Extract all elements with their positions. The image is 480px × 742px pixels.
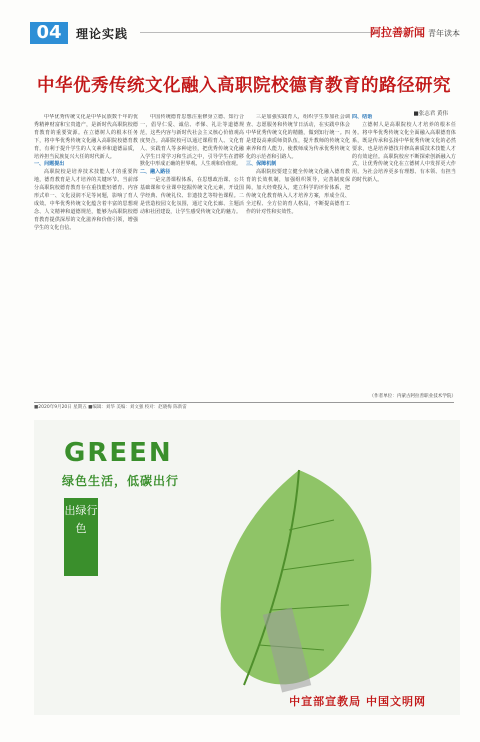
masthead-name: 阿拉善新闻 [370,26,425,39]
subheading: 四、结语 [352,114,373,120]
section-title: 理论实践 [76,27,129,41]
subheading: 三、保障机制 [246,161,277,168]
paragraph: 高职院校是培养技术技能人才的重要阵地，德育教育是人才培养的关键环节。当前部分高职院校德育教育存在重技能轻德育、内容形式单一、文化浸润不足等问题，影响了育人成效。中华优秀传统文化蕴含着丰富的思想观念、人文精神和道德规范，能够为高职院校德育教育提供深厚的文化滋养和价值引领，增强学生的文化自信。 [34,169,138,231]
column-4 [352,114,456,400]
paragraph: 三是加强实践育人，组织学生参加社会调查、志愿服务和传统节日活动，在实践中体会中华优秀传统文化的精髓，做到知行统一。四是建设高素质师资队伍，提升教师的传统文化素养和育人能力，使教师成为传承优秀传统文化的示范者和引路人。 [246,114,350,160]
header-rule [140,32,380,33]
paragraph: 高职院校要建立健全传统文化融入德育教育的长效机制，加强组织领导，完善制度保障，加大经费投入，建立科学的评价体系，把传统文化教育纳入人才培养方案，形成全员、全过程、全方位的育人格局，不断提高德育工作的针对性和实效性。 [246,169,350,215]
poster-slogan: 中宣部宣教局 中国文明网 [289,695,426,708]
poster-title: GREEN [64,438,173,468]
column-2 [140,114,244,400]
paragraph: 立德树人是高职院校人才培养的根本任务。将中华优秀传统文化全面融入高职德育体系，既是传承和弘扬中华优秀传统文化的必然要求，也是培养德技并修高素质技术技能人才的有效途径。高职院校应不断探索创新融入方式，让优秀传统文化在立德树人中发挥更大作用，为社会培养更多有理想、有本领、有担当的时代新人。 [352,121,456,184]
column-3 [246,114,350,400]
article-body [34,114,454,400]
paragraph: 一是完善课程体系，在思想政治课、公共基础课和专业课中挖掘传统文化元素，开设国学经典、传统礼仪、非遗技艺等特色课程。二是营造校园文化氛围，通过文化长廊、主题活动和社团建设，让学生感受传统文化的魅力。 [140,177,244,215]
leaf-illustration [184,460,414,700]
article-headline: 中华优秀传统文化融入高职院校德育教育的路径研究 [37,76,451,96]
masthead [370,24,460,40]
masthead-sub: 青年读本 [428,29,460,38]
paragraph: 中国传统德育思想注重修身立德、知行合一，倡导仁爱、诚信、孝悌、礼让等道德规范，这些内容与新时代社会主义核心价值观高度契合。高职院校可以通过课程育人、文化育人、实践育人等多种途径，把优秀传统文化融入学生日常学习和生活之中，引导学生在潜移默化中形成正确的世界观、人生观和价值观。 [140,114,244,168]
page-number: 04 [30,22,68,44]
subheading: 二、融入路径 [140,169,171,176]
author-note: （作者单位：内蒙古阿拉善职业技术学院） [369,394,456,399]
page-header [30,22,460,44]
green-poster [34,420,460,715]
poster-badge: 出绿行色 [64,498,98,576]
column-1 [34,114,138,400]
subheading: 一、问题提出 [34,161,65,168]
paragraph: 中华优秀传统文化是中华民族数千年的优秀精神财富和宝贵遗产，是新时代高职院校德育教育的重要资源。在立德树人的根本任务下，将中华优秀传统文化融入高职院校德育教育，有利于提升学生的人文素养和道德品质，培养担当民族复兴大任的时代新人。 [34,114,138,160]
page-footer: ■2020年9月20日 星期五 ■编辑：刘华 美编：刘文强 校对：赵晓梅 陈新雷 [34,402,454,412]
article-byline: ■张志君 黄伟 [413,111,448,117]
poster-subtitle: 绿色生活，低碳出行 [62,474,180,488]
